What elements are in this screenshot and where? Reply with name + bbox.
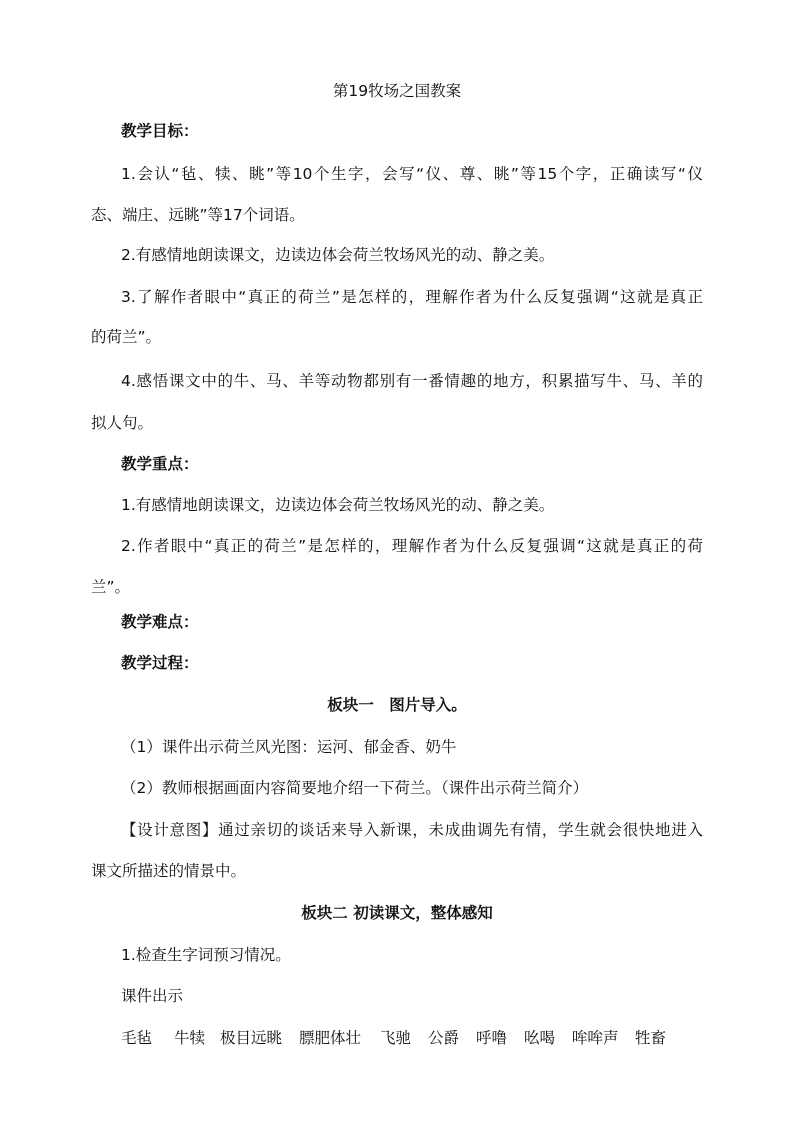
objectives-heading: 教学目标： [121, 122, 199, 140]
key-point-1: 1.有感情地朗读课文，边读边体会荷兰牧场风光的动、静之美。 [121, 496, 555, 514]
key-point-2-line1: 2.作者眼中“真正的荷兰”是怎样的，理解作者为什么反复强调“这就是真正的荷 [121, 537, 703, 555]
vocab-word: 呼噜 [476, 1029, 508, 1047]
section2-title: 板块二 初读课文，整体感知 [301, 904, 493, 922]
objective-2: 2.有感情地朗读课文，边读边体会荷兰牧场风光的动、静之美。 [121, 246, 555, 264]
vocab-word: 牛犊 [174, 1029, 206, 1047]
vocab-word: 膘肥体壮 [299, 1029, 362, 1047]
vocab-word: 极目远眺 [220, 1029, 283, 1047]
process-heading: 教学过程： [121, 654, 199, 672]
objective-1-line1: 1.会认“毡、犊、眺”等10个生字，会写“仪、尊、眺”等15个字，正确读写“仪 [121, 165, 703, 183]
difficulties-heading: 教学难点： [121, 613, 199, 631]
vocab-word: 吆喝 [524, 1029, 556, 1047]
objective-3-line1: 3.了解作者眼中“真正的荷兰”是怎样的，理解作者为什么反复强调“这就是真正 [121, 288, 703, 306]
key-points-heading: 教学重点： [121, 455, 199, 473]
document-title: 第19牧场之国教案 [332, 82, 462, 100]
section1-item-1: （1）课件出示荷兰风光图：运河、郁金香、奶牛 [121, 738, 457, 756]
section1-item-2: （2）教师根据画面内容简要地介绍一下荷兰。（课件出示荷兰简介） [121, 779, 589, 797]
vocab-word: 毛毡 [121, 1029, 153, 1047]
objective-4-line2: 拟人句。 [91, 414, 154, 432]
objective-1-line2: 态、端庄、远眺”等17个词语。 [91, 206, 305, 224]
section2-item-1: 1.检查生字词预习情况。 [121, 946, 291, 964]
design-intent-line1: 【设计意图】通过亲切的谈话来导入新课，未成曲调先有情，学生就会很快地进入 [121, 821, 703, 839]
design-intent-line2: 课文所描述的情景中。 [91, 862, 247, 880]
section1-title: 板块一 图片导入。 [327, 696, 467, 714]
vocab-word: 飞驰 [380, 1029, 412, 1047]
key-point-2-line2: 兰”。 [91, 578, 131, 596]
vocab-word: 公爵 [428, 1029, 460, 1047]
vocab-word: 哞哞声 [572, 1029, 619, 1047]
objective-4-line1: 4.感悟课文中的牛、马、羊等动物都别有一番情趣的地方，积累描写牛、马、羊的 [121, 372, 703, 390]
objective-3-line2: 的荷兰”。 [91, 328, 162, 346]
courseware-label: 课件出示 [121, 987, 184, 1005]
vocab-word: 牲畜 [635, 1029, 667, 1047]
